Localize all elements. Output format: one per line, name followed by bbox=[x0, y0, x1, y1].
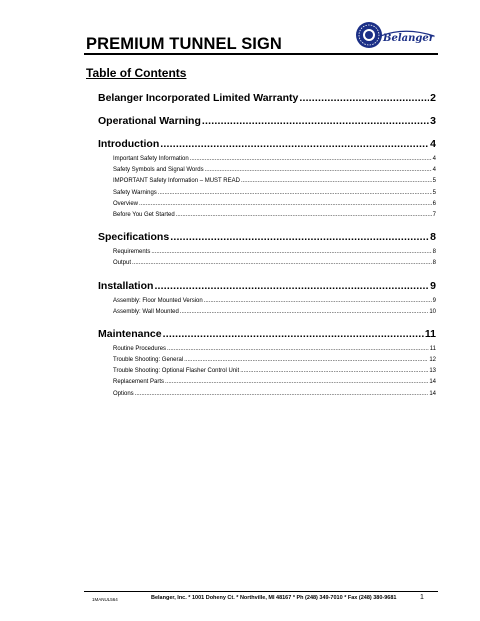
toc-subsection-page: 6 bbox=[432, 200, 436, 207]
toc-subsection-page: 8 bbox=[432, 249, 436, 256]
toc-leader-dots bbox=[154, 279, 429, 293]
toc-subsection-title: Requirements bbox=[113, 249, 151, 256]
toc-leader-dots bbox=[240, 366, 428, 377]
toc-leader-dots bbox=[184, 355, 428, 366]
toc-leader-dots bbox=[165, 377, 428, 388]
toc-subsection-page: 4 bbox=[432, 156, 436, 162]
toc-subsection-page: 5 bbox=[432, 189, 436, 196]
toc-subsection-page: 5 bbox=[432, 178, 436, 185]
toc-leader-dots bbox=[163, 327, 424, 341]
toc-leader-dots bbox=[160, 137, 429, 151]
toc-subsection-entry[interactable] bbox=[98, 188, 436, 199]
toc-leader-dots bbox=[241, 176, 432, 187]
toc-leader-dots bbox=[139, 199, 432, 210]
toc-section-entry[interactable] bbox=[98, 230, 436, 244]
toc-section-entry[interactable] bbox=[98, 327, 436, 341]
toc-subsection-entry[interactable] bbox=[98, 355, 436, 366]
toc-subsection-page: 12 bbox=[429, 357, 436, 364]
toc-subsection-entry[interactable] bbox=[98, 247, 436, 258]
toc-leader-dots bbox=[299, 91, 429, 105]
toc-section-page: 4 bbox=[430, 138, 436, 150]
toc-heading: Table of Contents bbox=[86, 66, 187, 80]
toc-subsection-title: Safety Warnings bbox=[113, 189, 157, 196]
toc-subsection-entry[interactable] bbox=[98, 210, 436, 221]
toc-leader-dots bbox=[151, 247, 431, 258]
toc-subsection-entry[interactable] bbox=[98, 199, 436, 210]
belanger-logo bbox=[354, 20, 438, 50]
toc-subsection-page: 7 bbox=[432, 211, 436, 218]
toc-section-title: Installation bbox=[98, 279, 154, 292]
toc-subsection-page: 11 bbox=[429, 345, 436, 352]
document-code: 1MANUL564 bbox=[92, 597, 118, 602]
toc-leader-dots bbox=[167, 344, 429, 355]
toc-section-page: 2 bbox=[430, 92, 436, 104]
toc-section-entry[interactable] bbox=[98, 114, 436, 128]
toc-subsection-title: Output bbox=[113, 260, 132, 267]
toc-subsection-title: Trouble Shooting: General bbox=[113, 357, 184, 364]
toc-leader-dots bbox=[132, 258, 432, 269]
toc-section-title: Operational Warning bbox=[98, 115, 201, 127]
toc-leader-dots bbox=[202, 114, 429, 128]
toc-subsection-title: Assembly: Floor Mounted Version bbox=[113, 297, 203, 304]
toc-section-title: Introduction bbox=[98, 138, 160, 150]
toc-leader-dots bbox=[190, 154, 432, 165]
company-address: Belanger, Inc. * 1001 Doheny Ct. * Northville, MI 48167 * Ph (248) 349-7010 * Fax (248) 380-9681 bbox=[151, 595, 397, 601]
toc-subsection-page: 10 bbox=[429, 308, 436, 315]
toc-section-entry[interactable] bbox=[98, 137, 436, 151]
toc-leader-dots bbox=[158, 188, 432, 199]
toc-subsection-entry[interactable] bbox=[98, 154, 436, 165]
toc-subsection-page: 9 bbox=[432, 297, 436, 304]
toc-section-page: 9 bbox=[430, 279, 436, 292]
toc-section-page: 11 bbox=[424, 327, 436, 340]
toc-subsection-title: Before You Get Started bbox=[113, 211, 175, 218]
toc-section-page: 3 bbox=[430, 115, 436, 127]
toc-subsection-title: Replacement Parts bbox=[113, 379, 165, 386]
toc-subsection-title: Important Safety Information bbox=[113, 156, 189, 162]
toc-leader-dots bbox=[135, 389, 429, 400]
toc-subsection-entry[interactable] bbox=[98, 389, 436, 400]
toc-leader-dots bbox=[180, 307, 429, 318]
toc-subsection-title: Overview bbox=[113, 200, 139, 207]
toc-section-entry[interactable] bbox=[98, 279, 436, 293]
toc-subsection-entry[interactable] bbox=[98, 296, 436, 307]
toc-section-title: Belanger Incorporated Limited Warranty bbox=[98, 92, 299, 104]
toc-section-title: Maintenance bbox=[98, 327, 162, 340]
toc-section-page: 8 bbox=[430, 231, 436, 244]
toc-subsection-page: 4 bbox=[432, 167, 436, 174]
toc-section-title: Specifications bbox=[98, 231, 170, 244]
toc-subsection-page: 14 bbox=[429, 379, 436, 386]
header-rule bbox=[84, 53, 438, 55]
toc-subsection-entry[interactable] bbox=[98, 344, 436, 355]
toc-subsection-title: Trouble Shooting: Optional Flasher Control Unit bbox=[113, 368, 240, 375]
toc-subsection-title: Options bbox=[113, 390, 134, 397]
table-of-contents bbox=[98, 84, 436, 400]
toc-subsection-entry[interactable] bbox=[98, 377, 436, 388]
toc-leader-dots bbox=[176, 210, 432, 221]
toc-leader-dots bbox=[205, 165, 432, 176]
page-number: 1 bbox=[420, 594, 424, 601]
document-title: PREMIUM TUNNEL SIGN bbox=[86, 35, 282, 53]
toc-subsection-entry[interactable] bbox=[98, 366, 436, 377]
toc-subsection-entry[interactable] bbox=[98, 165, 436, 176]
toc-subsection-entry[interactable] bbox=[98, 307, 436, 318]
toc-subsection-page: 13 bbox=[429, 368, 436, 375]
toc-leader-dots bbox=[170, 230, 429, 244]
toc-section-entry[interactable] bbox=[98, 91, 436, 105]
logo-text: Belanger bbox=[383, 33, 434, 44]
toc-subsection-entry[interactable] bbox=[98, 258, 436, 269]
toc-subsection-entry[interactable] bbox=[98, 176, 436, 187]
toc-subsection-page: 14 bbox=[429, 390, 436, 397]
toc-subsection-title: Safety Symbols and Signal Words bbox=[113, 167, 204, 174]
toc-subsection-page: 8 bbox=[432, 260, 436, 267]
footer-rule bbox=[84, 591, 438, 592]
toc-subsection-title: Routine Procedures bbox=[113, 345, 167, 352]
toc-subsection-title: IMPORTANT Safety Information – MUST READ bbox=[113, 178, 240, 185]
toc-leader-dots bbox=[204, 296, 432, 307]
toc-subsection-title: Assembly: Wall Mounted bbox=[113, 308, 179, 315]
